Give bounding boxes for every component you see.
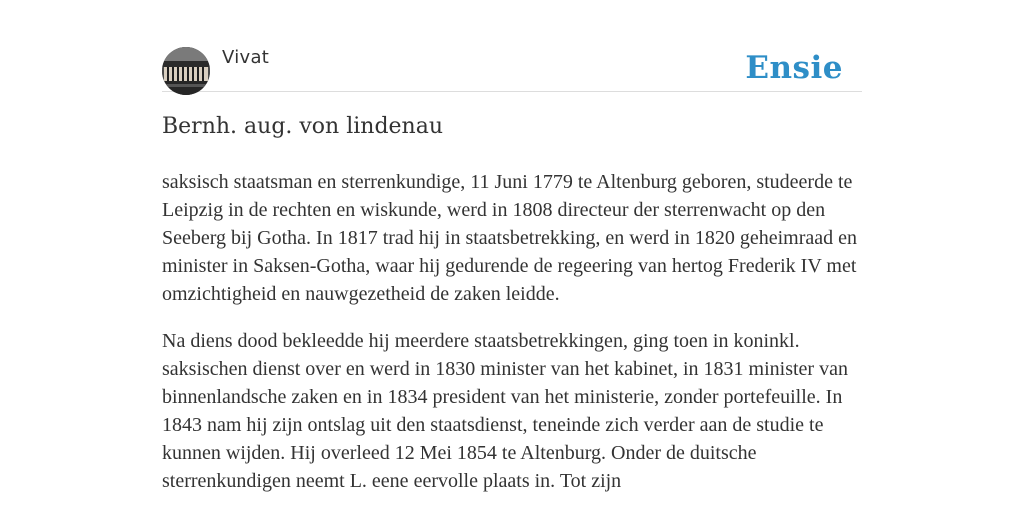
author-link[interactable]: Vivat xyxy=(222,47,270,68)
article-paragraph: saksisch staatsman en sterrenkundige, 11 Juni 1779 te Altenburg geboren, studeerde te Leipzig in de rechten en wiskunde, werd in 1808 directeur der sterrenwacht op den Seeberg bij Gotha. In 1817 trad hij in staatsbetrekking, en werd in 1820 geheimraad en minister in Saksen-Gotha, waar hij gedurende de regeering van hertog Frederik IV met omzichtigheid en nauwgezetheid de zaken leidde. xyxy=(162,171,857,305)
brand-logo[interactable]: Ensie xyxy=(745,50,843,86)
article-body xyxy=(162,168,862,514)
article-title: Bernh. aug. von lindenau xyxy=(162,114,444,139)
header-bar xyxy=(162,46,862,92)
typewriter-avatar-image xyxy=(162,47,210,95)
article-page xyxy=(162,0,862,512)
article-paragraph: Na diens dood bekleedde hij meerdere staatsbetrekkingen, ging toen in koninkl. saksischen dienst over en werd in 1830 minister van het kabinet, in 1831 minister van binnenlandsche zaken en in 1834 president van het ministerie, zonder portefeuille. In 1843 nam hij zijn ontslag uit den staatsdienst, teneinde zich verder aan de studie te kunnen wijden. Hij overleed 12 Mei 1854 te Altenburg. Onder de duitsche sterrenkundigen neemt L. eene eervolle plaats in. Tot zijn xyxy=(162,330,848,492)
author-avatar[interactable] xyxy=(162,47,210,95)
